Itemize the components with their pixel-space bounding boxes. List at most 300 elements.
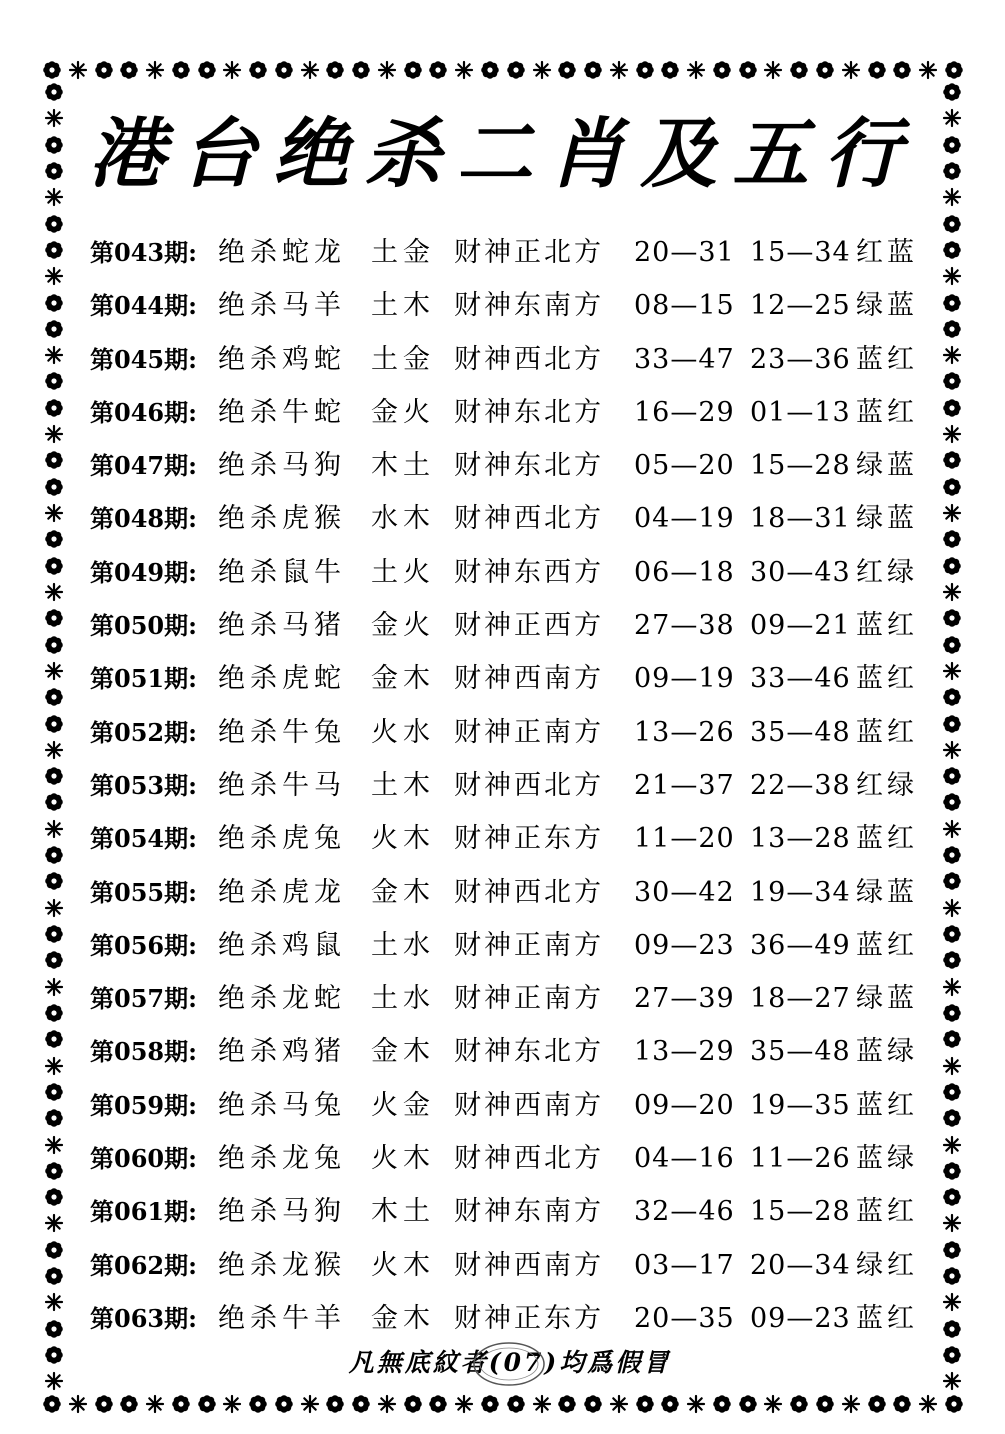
- snowflake-icon: [942, 266, 962, 286]
- issue-label: 第060期:: [90, 1144, 197, 1174]
- flower-icon: [325, 60, 345, 80]
- flower-icon: [867, 60, 887, 80]
- snowflake-icon: [942, 740, 962, 760]
- issue-label: 第049期:: [90, 557, 197, 587]
- flower-icon: [44, 871, 64, 891]
- issue-label: 第055期:: [90, 877, 197, 907]
- flower-icon: [44, 1345, 64, 1365]
- snowflake-icon: [609, 60, 629, 80]
- flower-icon: [942, 135, 962, 155]
- kill-zodiac: 绝杀龙蛇: [218, 983, 346, 1015]
- color-pair: 蓝红: [856, 716, 918, 748]
- snowflake-icon: [44, 1292, 64, 1312]
- flower-icon: [942, 1082, 962, 1102]
- flower-icon: [403, 60, 423, 80]
- number-pair-2: 19—35: [750, 1089, 851, 1121]
- flower-icon: [171, 1394, 191, 1414]
- issue-label: 第043期:: [90, 238, 197, 267]
- flower-icon: [44, 82, 64, 102]
- snowflake-icon: [942, 187, 962, 207]
- flower-icon: [44, 1082, 64, 1102]
- issue-label: 第044期:: [90, 291, 197, 321]
- flower-icon: [171, 60, 191, 80]
- kill-zodiac: 绝杀马羊: [218, 290, 346, 322]
- flower-icon: [583, 1394, 603, 1414]
- snowflake-icon: [942, 345, 962, 365]
- kill-zodiac: 绝杀虎蛇: [218, 663, 346, 695]
- five-elements: 金火: [371, 396, 435, 428]
- wealth-god-direction: 财神东北方: [454, 396, 604, 428]
- issue-label: 第054期:: [90, 824, 197, 854]
- kill-zodiac: 绝杀鸡蛇: [218, 343, 346, 375]
- kill-zodiac: 绝杀鸡猪: [218, 1036, 346, 1068]
- kill-zodiac: 绝杀马狗: [218, 1196, 346, 1228]
- flower-icon: [428, 60, 448, 80]
- flower-icon: [44, 450, 64, 470]
- five-elements: 金火: [371, 610, 435, 642]
- flower-icon: [119, 60, 139, 80]
- flower-icon: [506, 1394, 526, 1414]
- border-top: [42, 58, 964, 82]
- color-pair: 蓝红: [856, 1089, 918, 1121]
- table-row: [88, 812, 928, 865]
- number-pair-2: 30—43: [750, 556, 851, 588]
- number-pair-1: 16—29: [634, 396, 735, 428]
- table-row: [88, 386, 928, 439]
- snowflake-icon: [532, 60, 552, 80]
- flower-icon: [506, 60, 526, 80]
- five-elements: 土木: [371, 290, 435, 322]
- flower-icon: [942, 1161, 962, 1181]
- flower-icon: [942, 871, 962, 891]
- five-elements: 火木: [371, 1249, 435, 1281]
- snowflake-icon: [300, 1394, 320, 1414]
- table-row: [88, 1185, 928, 1238]
- snowflake-icon: [145, 60, 165, 80]
- wealth-god-direction: 财神正西方: [454, 610, 604, 642]
- number-pair-2: 33—46: [750, 663, 851, 695]
- five-elements: 土火: [371, 556, 435, 588]
- number-pair-1: 33—47: [634, 343, 735, 375]
- flower-icon: [583, 60, 603, 80]
- flower-icon: [44, 214, 64, 234]
- flower-icon: [815, 1394, 835, 1414]
- issue-label: 第047期:: [90, 451, 197, 481]
- flower-icon: [44, 608, 64, 628]
- flower-icon: [942, 293, 962, 313]
- kill-zodiac: 绝杀马狗: [218, 450, 346, 482]
- number-pair-1: 27—38: [634, 610, 735, 642]
- flower-icon: [44, 1319, 64, 1339]
- table-row: [88, 599, 928, 652]
- flower-icon: [42, 60, 62, 80]
- snowflake-icon: [763, 1394, 783, 1414]
- number-pair-1: 09—19: [634, 663, 735, 695]
- number-pair-1: 20—35: [634, 1302, 735, 1334]
- color-pair: 蓝红: [856, 1196, 918, 1228]
- flower-icon: [942, 714, 962, 734]
- flower-icon: [44, 766, 64, 786]
- kill-zodiac: 绝杀马兔: [218, 1089, 346, 1121]
- table-row: [88, 1132, 928, 1185]
- kill-zodiac: 绝杀虎兔: [218, 823, 346, 855]
- table-row: [88, 759, 928, 812]
- wealth-god-direction: 财神西北方: [454, 503, 604, 535]
- snowflake-icon: [942, 424, 962, 444]
- flower-icon: [712, 1394, 732, 1414]
- five-elements: 土水: [371, 929, 435, 961]
- issue-label: 第058期:: [90, 1037, 197, 1067]
- wealth-god-direction: 财神西北方: [454, 876, 604, 908]
- number-pair-2: 09—23: [750, 1302, 851, 1334]
- kill-zodiac: 绝杀牛马: [218, 769, 346, 801]
- flower-icon: [942, 1266, 962, 1286]
- snowflake-icon: [918, 1394, 938, 1414]
- snowflake-icon: [942, 108, 962, 128]
- five-elements: 火金: [371, 1089, 435, 1121]
- color-pair: 绿红: [856, 1249, 918, 1281]
- wealth-god-direction: 财神正南方: [454, 983, 604, 1015]
- table-row: [88, 919, 928, 972]
- snowflake-icon: [44, 1213, 64, 1233]
- flower-icon: [248, 60, 268, 80]
- stamp-icon: [472, 1341, 546, 1387]
- issue-label: 第046期:: [90, 397, 197, 427]
- wealth-god-direction: 财神东南方: [454, 290, 604, 322]
- snowflake-icon: [44, 266, 64, 286]
- flower-icon: [428, 1394, 448, 1414]
- flower-icon: [942, 635, 962, 655]
- snowflake-icon: [942, 1056, 962, 1076]
- flower-icon: [942, 1240, 962, 1260]
- number-pair-2: 15—34: [750, 237, 851, 268]
- color-pair: 蓝红: [856, 396, 918, 428]
- five-elements: 金木: [371, 663, 435, 695]
- issue-label: 第061期:: [90, 1197, 197, 1227]
- flower-icon: [44, 714, 64, 734]
- number-pair-1: 13—26: [634, 716, 735, 748]
- flower-icon: [44, 1187, 64, 1207]
- flower-icon: [738, 60, 758, 80]
- snowflake-icon: [532, 1394, 552, 1414]
- color-pair: 蓝绿: [856, 1143, 918, 1175]
- color-pair: 绿蓝: [856, 983, 918, 1015]
- five-elements: 木土: [371, 1196, 435, 1228]
- color-pair: 蓝绿: [856, 1036, 918, 1068]
- color-pair: 蓝红: [856, 1302, 918, 1334]
- table-row: [88, 706, 928, 759]
- snowflake-icon: [918, 60, 938, 80]
- snowflake-icon: [942, 582, 962, 602]
- kill-zodiac: 绝杀蛇龙: [218, 237, 346, 268]
- flower-icon: [942, 450, 962, 470]
- flower-icon: [867, 1394, 887, 1414]
- flower-icon: [44, 1029, 64, 1049]
- table-row: [88, 492, 928, 545]
- number-pair-1: 09—20: [634, 1089, 735, 1121]
- flower-icon: [44, 556, 64, 576]
- five-elements: 土金: [371, 237, 435, 268]
- kill-zodiac: 绝杀虎龙: [218, 876, 346, 908]
- flower-icon: [942, 687, 962, 707]
- border-left: [42, 82, 66, 1392]
- flower-icon: [44, 635, 64, 655]
- flower-icon: [94, 60, 114, 80]
- flower-icon: [942, 845, 962, 865]
- number-pair-1: 27—39: [634, 983, 735, 1015]
- flower-icon: [789, 1394, 809, 1414]
- five-elements: 土木: [371, 769, 435, 801]
- table-row: [88, 652, 928, 705]
- border-right: [940, 82, 964, 1392]
- flower-icon: [44, 950, 64, 970]
- flower-icon: [789, 60, 809, 80]
- color-pair: 蓝红: [856, 929, 918, 961]
- snowflake-icon: [44, 819, 64, 839]
- five-elements: 木土: [371, 450, 435, 482]
- snowflake-icon: [942, 503, 962, 523]
- flower-icon: [557, 60, 577, 80]
- number-pair-1: 05—20: [634, 450, 735, 482]
- wealth-god-direction: 财神正南方: [454, 929, 604, 961]
- number-pair-2: 13—28: [750, 823, 851, 855]
- five-elements: 土金: [371, 343, 435, 375]
- footer: [320, 1343, 700, 1383]
- wealth-god-direction: 财神东北方: [454, 450, 604, 482]
- issue-label: 第057期:: [90, 984, 197, 1014]
- number-pair-2: 12—25: [750, 290, 851, 322]
- kill-zodiac: 绝杀鼠牛: [218, 556, 346, 588]
- table-row: [88, 333, 928, 386]
- table-row: [88, 1292, 928, 1345]
- flower-icon: [44, 1108, 64, 1128]
- flower-icon: [42, 1394, 62, 1414]
- flower-icon: [942, 214, 962, 234]
- flower-icon: [44, 398, 64, 418]
- table-row: [88, 226, 928, 279]
- flower-icon: [351, 1394, 371, 1414]
- snowflake-icon: [44, 1135, 64, 1155]
- kill-zodiac: 绝杀鸡鼠: [218, 929, 346, 961]
- snowflake-icon: [942, 819, 962, 839]
- flower-icon: [942, 1345, 962, 1365]
- table-row: [88, 972, 928, 1025]
- snowflake-icon: [942, 1371, 962, 1391]
- flower-icon: [44, 1003, 64, 1023]
- snowflake-icon: [44, 424, 64, 444]
- flower-icon: [942, 1319, 962, 1339]
- snowflake-icon: [377, 1394, 397, 1414]
- flower-icon: [815, 60, 835, 80]
- snowflake-icon: [942, 661, 962, 681]
- issue-label: 第048期:: [90, 504, 197, 534]
- kill-zodiac: 绝杀牛蛇: [218, 396, 346, 428]
- flower-icon: [44, 529, 64, 549]
- flower-icon: [403, 1394, 423, 1414]
- table-row: [88, 866, 928, 919]
- wealth-god-direction: 财神正东方: [454, 823, 604, 855]
- snowflake-icon: [145, 1394, 165, 1414]
- wealth-god-direction: 财神西南方: [454, 1249, 604, 1281]
- number-pair-2: 22—38: [750, 769, 851, 801]
- wealth-god-direction: 财神西北方: [454, 769, 604, 801]
- wealth-god-direction: 财神正南方: [454, 716, 604, 748]
- flower-icon: [944, 1394, 964, 1414]
- number-pair-1: 08—15: [634, 290, 735, 322]
- snowflake-icon: [222, 60, 242, 80]
- snowflake-icon: [44, 977, 64, 997]
- flower-icon: [44, 319, 64, 339]
- flower-icon: [635, 1394, 655, 1414]
- flower-icon: [94, 1394, 114, 1414]
- number-pair-1: 09—23: [634, 929, 735, 961]
- flower-icon: [942, 240, 962, 260]
- five-elements: 火水: [371, 716, 435, 748]
- number-pair-1: 30—42: [634, 876, 735, 908]
- number-pair-2: 15—28: [750, 450, 851, 482]
- border-bottom: [42, 1392, 964, 1416]
- table-row: [88, 1079, 928, 1132]
- issue-label: 第045期:: [90, 344, 197, 374]
- footer-text: 凡無底紋者(07)均爲假冒: [348, 1348, 672, 1377]
- five-elements: 水木: [371, 503, 435, 535]
- kill-zodiac: 绝杀虎猴: [218, 503, 346, 535]
- flower-icon: [942, 371, 962, 391]
- color-pair: 红绿: [856, 769, 918, 801]
- five-elements: 金木: [371, 876, 435, 908]
- flower-icon: [44, 924, 64, 944]
- number-pair-2: 15—28: [750, 1196, 851, 1228]
- table-row: [88, 1025, 928, 1078]
- wealth-god-direction: 财神正北方: [454, 237, 604, 268]
- table-row: [88, 279, 928, 332]
- flower-icon: [274, 1394, 294, 1414]
- flower-icon: [942, 792, 962, 812]
- snowflake-icon: [300, 60, 320, 80]
- color-pair: 绿蓝: [856, 876, 918, 908]
- wealth-god-direction: 财神东南方: [454, 1196, 604, 1228]
- snowflake-icon: [44, 661, 64, 681]
- snowflake-icon: [686, 60, 706, 80]
- issue-label: 第059期:: [90, 1090, 197, 1120]
- five-elements: 土水: [371, 983, 435, 1015]
- snowflake-icon: [68, 1394, 88, 1414]
- number-pair-2: 19—34: [750, 876, 851, 908]
- flower-icon: [480, 60, 500, 80]
- flower-icon: [557, 1394, 577, 1414]
- flower-icon: [944, 60, 964, 80]
- flower-icon: [44, 687, 64, 707]
- color-pair: 蓝红: [856, 823, 918, 855]
- snowflake-icon: [44, 1056, 64, 1076]
- flower-icon: [197, 1394, 217, 1414]
- flower-icon: [892, 1394, 912, 1414]
- kill-zodiac: 绝杀牛兔: [218, 716, 346, 748]
- five-elements: 火木: [371, 1143, 435, 1175]
- color-pair: 红绿: [856, 556, 918, 588]
- flower-icon: [44, 1161, 64, 1181]
- flower-icon: [44, 371, 64, 391]
- snowflake-icon: [609, 1394, 629, 1414]
- wealth-god-direction: 财神西北方: [454, 343, 604, 375]
- issue-label: 第051期:: [90, 664, 197, 694]
- flower-icon: [44, 792, 64, 812]
- number-pair-2: 35—48: [750, 1036, 851, 1068]
- wealth-god-direction: 财神东西方: [454, 556, 604, 588]
- flower-icon: [44, 293, 64, 313]
- snowflake-icon: [942, 977, 962, 997]
- table-row: [88, 1239, 928, 1292]
- kill-zodiac: 绝杀龙猴: [218, 1249, 346, 1281]
- table-row: [88, 546, 928, 599]
- snowflake-icon: [44, 503, 64, 523]
- flower-icon: [660, 60, 680, 80]
- issue-label: 第062期:: [90, 1250, 197, 1280]
- flower-icon: [942, 766, 962, 786]
- number-pair-2: 18—27: [750, 983, 851, 1015]
- color-pair: 蓝红: [856, 610, 918, 642]
- flower-icon: [44, 240, 64, 260]
- five-elements: 金木: [371, 1036, 435, 1068]
- number-pair-2: 01—13: [750, 396, 851, 428]
- issue-label: 第050期:: [90, 611, 197, 641]
- number-pair-2: 18—31: [750, 503, 851, 535]
- number-pair-2: 36—49: [750, 929, 851, 961]
- flower-icon: [44, 1266, 64, 1286]
- number-pair-1: 32—46: [634, 1196, 735, 1228]
- snowflake-icon: [44, 345, 64, 365]
- snowflake-icon: [377, 60, 397, 80]
- snowflake-icon: [841, 1394, 861, 1414]
- flower-icon: [197, 60, 217, 80]
- number-pair-2: 09—21: [750, 610, 851, 642]
- number-pair-1: 04—19: [634, 503, 735, 535]
- flower-icon: [942, 529, 962, 549]
- flower-icon: [942, 398, 962, 418]
- flower-icon: [325, 1394, 345, 1414]
- snowflake-icon: [44, 740, 64, 760]
- kill-zodiac: 绝杀马猪: [218, 610, 346, 642]
- color-pair: 绿蓝: [856, 450, 918, 482]
- flower-icon: [660, 1394, 680, 1414]
- number-pair-2: 35—48: [750, 716, 851, 748]
- flower-icon: [635, 60, 655, 80]
- flower-icon: [274, 60, 294, 80]
- color-pair: 红蓝: [856, 237, 918, 268]
- flower-icon: [942, 1108, 962, 1128]
- flower-icon: [942, 1029, 962, 1049]
- flower-icon: [44, 477, 64, 497]
- snowflake-icon: [44, 898, 64, 918]
- flower-icon: [942, 1187, 962, 1207]
- kill-zodiac: 绝杀龙兔: [218, 1143, 346, 1175]
- flower-icon: [942, 82, 962, 102]
- number-pair-2: 20—34: [750, 1249, 851, 1281]
- number-pair-1: 21—37: [634, 769, 735, 801]
- flower-icon: [942, 319, 962, 339]
- snowflake-icon: [454, 60, 474, 80]
- five-elements: 火木: [371, 823, 435, 855]
- flower-icon: [892, 60, 912, 80]
- flower-icon: [480, 1394, 500, 1414]
- number-pair-1: 06—18: [634, 556, 735, 588]
- flower-icon: [942, 950, 962, 970]
- flower-icon: [942, 477, 962, 497]
- snowflake-icon: [942, 1292, 962, 1312]
- issue-label: 第056期:: [90, 930, 197, 960]
- wealth-god-direction: 财神正东方: [454, 1302, 604, 1334]
- snowflake-icon: [942, 1213, 962, 1233]
